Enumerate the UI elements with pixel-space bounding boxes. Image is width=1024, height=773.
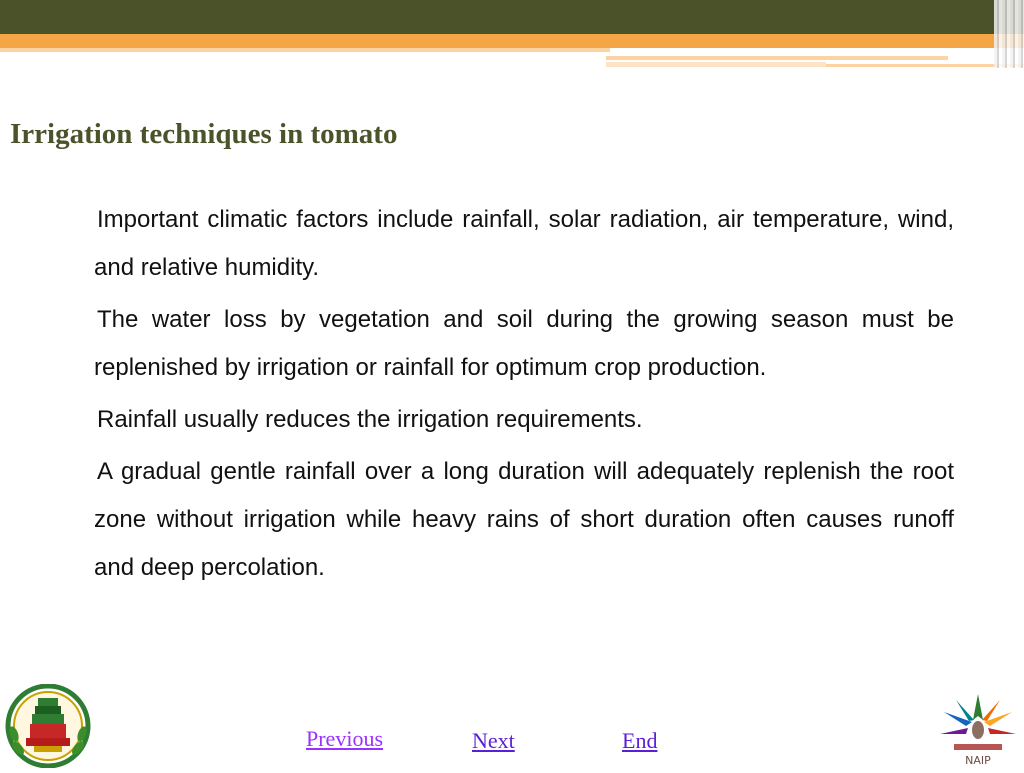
- header-band-dark: [0, 0, 1024, 34]
- previous-link[interactable]: Previous: [306, 726, 383, 751]
- next-link[interactable]: Next: [472, 728, 515, 753]
- header-band-light: [606, 56, 948, 60]
- paragraph: Important climatic factors include rainfall, solar radiation, air temperature, wind, and relative humidity.: [94, 206, 954, 281]
- university-emblem-logo: [4, 684, 92, 768]
- naip-logo: [936, 690, 1020, 768]
- header-band-light: [606, 62, 826, 67]
- header-band-light: [0, 48, 610, 52]
- header-edge-stripes: [994, 0, 1024, 68]
- end-link[interactable]: End: [622, 728, 658, 753]
- slide-title: Irrigation techniques in tomato: [10, 118, 398, 150]
- paragraph: The water loss by vegetation and soil during the growing season must be replenished by irrigation or rainfall for optimum crop production.: [94, 306, 954, 381]
- slide-content: [94, 196, 954, 596]
- paragraph: A gradual gentle rainfall over a long duration will adequately replenish the root zone without irrigation while heavy rains of short duration often causes runoff and deep percolation.: [94, 458, 954, 581]
- header-band-orange: [0, 34, 1024, 48]
- paragraph: Rainfall usually reduces the irrigation requirements.: [97, 406, 643, 433]
- naip-logo-text: NAIP: [965, 754, 991, 767]
